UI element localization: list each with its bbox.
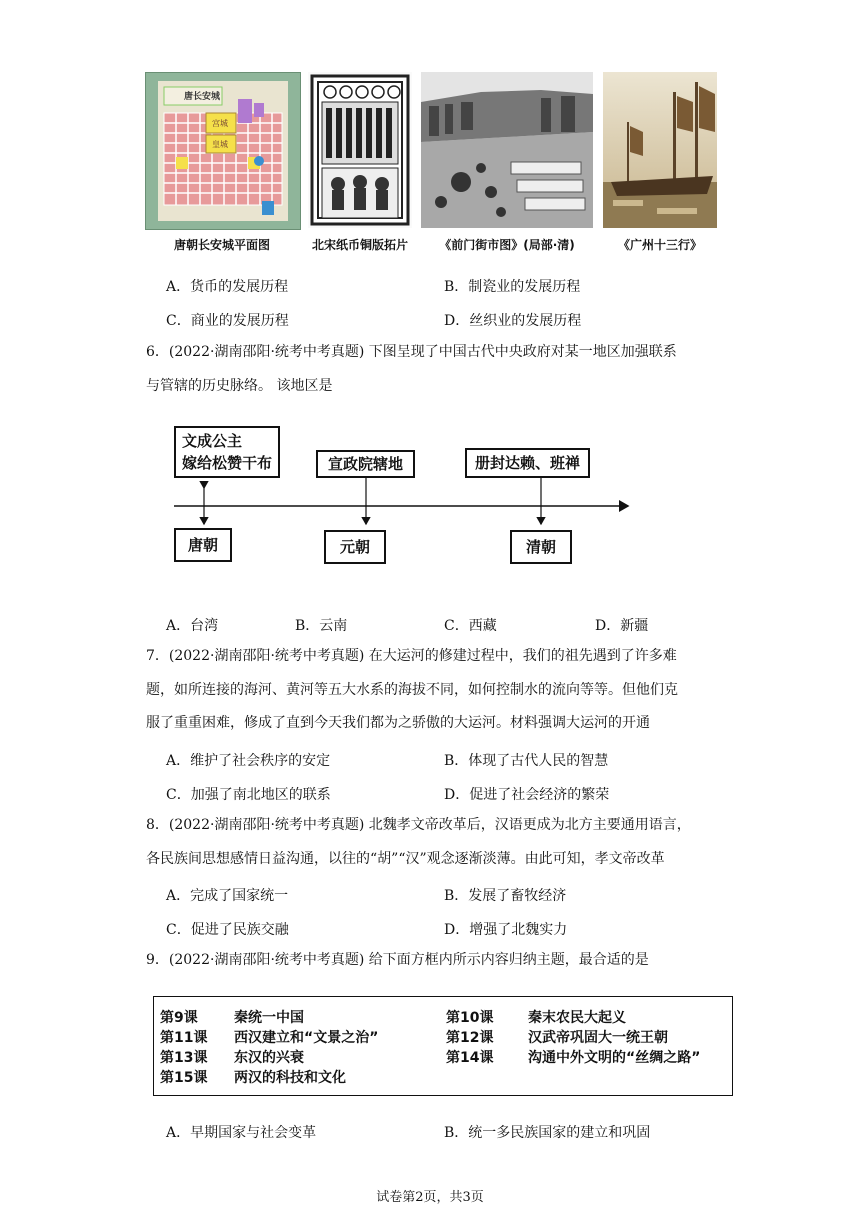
page-footer: 试卷第2页，共3页 [376,1190,484,1205]
q8-option-c[interactable]: C．促进了民族交融 [166,922,289,938]
lesson-12-num: 第12课 [446,1030,494,1046]
lesson-14-num: 第14课 [446,1050,494,1066]
lesson-10-num: 第10课 [446,1010,494,1026]
map-imperial-city-label: 皇城 [212,140,228,149]
timeline-event-qing: 册封达赖、班禅 [465,448,590,478]
lesson-11-num: 第11课 [160,1030,208,1046]
caption-changan-map: 唐朝长安城平面图 [173,238,270,252]
q6-option-c[interactable]: C．西藏 [444,618,497,634]
q6-stem-line-2: 与管辖的历史脉络。 该地区是 [146,377,333,394]
lesson-12-title: 汉武帝巩固大一统王朝 [528,1030,668,1046]
q5-option-b[interactable]: B．制瓷业的发展历程 [444,279,581,295]
lesson-9-title: 秦统一中国 [234,1010,304,1026]
lesson-11-title: 西汉建立和“文景之治” [234,1030,379,1046]
street-market-drawing [421,72,593,228]
q9-stem [146,944,720,978]
caption-paper-money: 北宋纸币铜版拓片 [311,238,408,252]
q7-option-b[interactable]: B．体现了古代人民的智慧 [444,753,609,769]
map-palace-label: 宫城 [212,119,228,128]
q6-stem-line-1: 6．(2022·湖南邵阳·统考中考真题) 下图呈现了中国古代中央政府对某一地区加强联系 [146,344,677,360]
q5-option-a[interactable]: A．货币的发展历程 [166,279,289,295]
changan-map-drawing [146,73,300,229]
q8-option-b[interactable]: B．发展了畜牧经济 [444,888,567,904]
q5-option-d[interactable]: D．丝织业的发展历程 [444,313,582,329]
q8-option-a[interactable]: A．完成了国家统一 [166,888,289,904]
lesson-13-title: 东汉的兴衰 [234,1050,304,1066]
timeline-dynasty-yuan: 元朝 [324,530,386,564]
q6-option-a[interactable]: A．台湾 [166,618,219,634]
q9-stem-line-1: 9．(2022·湖南邵阳·统考中考真题) 给下面方框内所示内容归纳主题，最合适的是 [146,952,649,968]
q7-stem [146,640,720,741]
q5-option-c[interactable]: C．商业的发展历程 [166,313,289,329]
caption-qianmen-street: 《前门街市图》(局部·清) [439,238,575,252]
q7-option-a[interactable]: A．维护了社会秩序的安定 [166,753,331,769]
q9-option-a[interactable]: A．早期国家与社会变革 [166,1125,317,1141]
q6-stem [146,336,720,403]
timeline-event-yuan: 宣政院辖地 [316,450,415,478]
timeline-dynasty-qing: 清朝 [510,530,572,564]
q6-option-b[interactable]: B．云南 [295,618,348,634]
paper-money-drawing [308,72,412,228]
timeline-event-tang [174,426,280,478]
image-qianmen-street-market [421,72,593,228]
q8-stem-line-1: 8．(2022·湖南邵阳·统考中考真题) 北魏孝文帝改革后，汉语更成为北方主要通用语言， [146,817,691,833]
q8-stem-line-2: 各民族间思想感情日益沟通，以往的“胡”“汉”观念逐渐淡薄。由此可知，孝文帝改革 [146,850,665,867]
image-tang-changan-map [145,72,301,230]
timeline-dynasty-tang: 唐朝 [174,528,232,562]
q7-option-c[interactable]: C．加强了南北地区的联系 [166,787,331,803]
thirteen-factories-drawing [603,72,717,228]
map-title: 唐长安城 [184,92,221,102]
lesson-13-num: 第13课 [160,1050,208,1066]
image-song-paper-money-rubbing [308,72,412,228]
q9-lesson-box [153,996,733,1096]
q7-stem-line-2: 题，如所连接的海河、黄河等五大水系的海拔不同，如何控制水的流向等等。但他们克 [146,681,678,698]
lesson-10-title: 秦末农民大起义 [528,1010,626,1026]
lesson-14-title: 沟通中外文明的“丝绸之路” [528,1050,701,1066]
event-tang-line-2: 嫁给松赞干布 [182,454,273,472]
lesson-15-num: 第15课 [160,1070,208,1086]
lesson-15-title: 两汉的科技和文化 [234,1070,346,1086]
caption-guangzhou-13-factories: 《广州十三行》 [617,238,702,252]
q8-option-d[interactable]: D．增强了北魏实力 [444,922,568,938]
q6-timeline [150,418,640,568]
event-tang-line-1: 文成公主 [182,432,243,450]
q8-stem [146,809,720,876]
q6-option-d[interactable]: D．新疆 [595,618,649,634]
q7-stem-line-1: 7．(2022·湖南邵阳·统考中考真题) 在大运河的修建过程中，我们的祖先遇到了许多难 [146,648,677,664]
q9-option-b[interactable]: B．统一多民族国家的建立和巩固 [444,1125,651,1141]
q7-stem-line-3: 服了重重困难，修成了直到今天我们都为之骄傲的大运河。材料强调大运河的开通 [146,715,650,731]
q7-option-d[interactable]: D．促进了社会经济的繁荣 [444,787,610,803]
image-guangzhou-thirteen-factories [603,72,717,228]
lesson-9-num: 第9课 [160,1010,198,1026]
